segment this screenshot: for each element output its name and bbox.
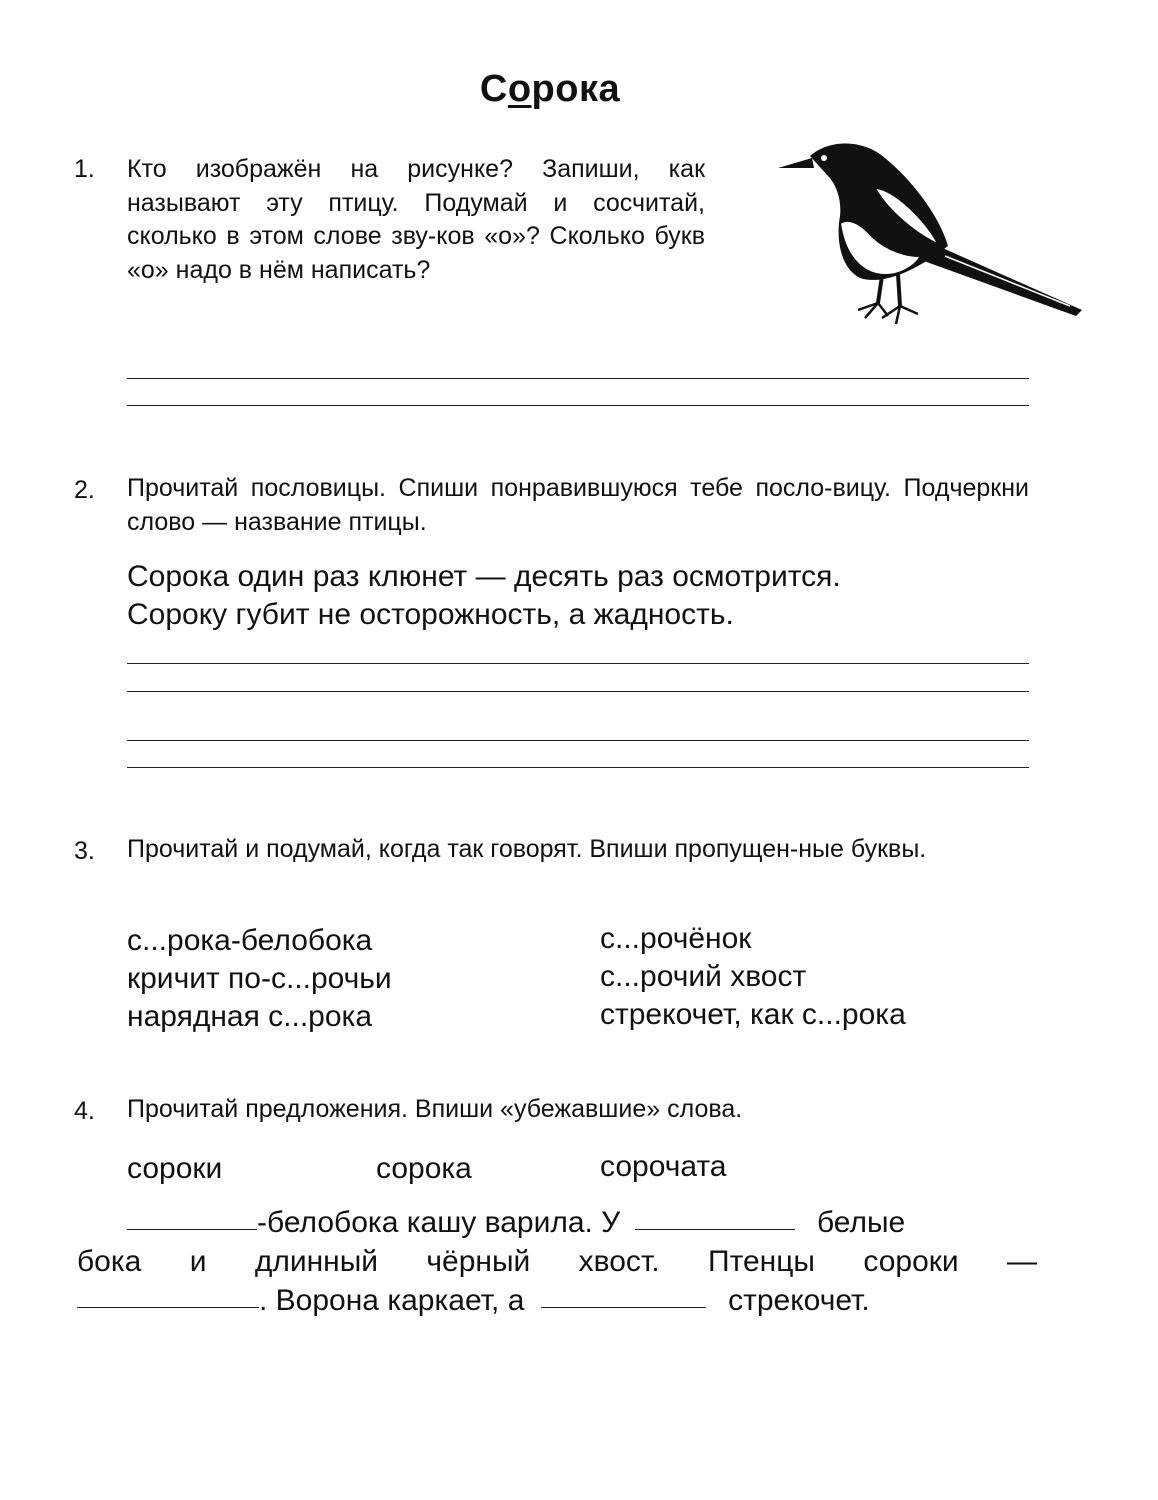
title-underlined-letter: о bbox=[507, 68, 532, 110]
answer-line[interactable] bbox=[127, 767, 1029, 768]
fill-blank[interactable] bbox=[77, 1306, 259, 1308]
proverb: Сороку губит не осторожность, а жадность. bbox=[127, 598, 734, 631]
fill-blank[interactable] bbox=[541, 1306, 706, 1308]
fill-blank[interactable] bbox=[127, 1228, 257, 1230]
phrase-left: нарядная с...рока bbox=[127, 1000, 373, 1033]
phrase-right: с...рочий хвост bbox=[600, 960, 807, 993]
phrase-left: с...рока-белобока bbox=[127, 924, 373, 957]
task-3-number: 3. bbox=[74, 837, 95, 865]
task-4-text: Прочитай предложения. Впиши «убежавшие» слова. bbox=[127, 1095, 743, 1123]
phrase-left: кричит по-с...рочьи bbox=[127, 962, 392, 995]
word-option: сороки bbox=[127, 1152, 223, 1185]
task-2-number: 2. bbox=[74, 476, 95, 504]
fill-blank[interactable] bbox=[635, 1228, 795, 1230]
proverb: Сорока один раз клюнет — десять раз осмотрится. bbox=[127, 560, 841, 593]
phrase-right: с...рочёнок bbox=[600, 922, 752, 955]
sentence-line-3: . Ворона каркает, а стрекочет. bbox=[77, 1282, 1037, 1320]
word-option: сорочата bbox=[600, 1150, 727, 1183]
phrase-right: стрекочет, как с...рока bbox=[600, 998, 906, 1031]
word-option: сорока bbox=[376, 1152, 472, 1185]
magpie-legs bbox=[878, 274, 900, 306]
magpie-illustration bbox=[770, 128, 1090, 328]
answer-line[interactable] bbox=[127, 740, 1029, 741]
answer-line[interactable] bbox=[127, 405, 1029, 406]
task-1-text: Кто изображён на рисунке? Запиши, как называют эту птицу. Подумай и сосчитай, сколько в этом слове зву-ков «о»? Сколько букв «о» надо в нём написать? bbox=[127, 155, 705, 284]
sentence-line-2: бока и длинный чёрный хвост. Птенцы сороки — bbox=[77, 1245, 1037, 1278]
answer-line[interactable] bbox=[127, 378, 1029, 379]
magpie-feet bbox=[858, 303, 918, 324]
answer-line[interactable] bbox=[127, 691, 1029, 692]
sentence-line-1: -белобока кашу варила. У белые bbox=[127, 1204, 1037, 1242]
magpie-beak bbox=[778, 158, 814, 168]
magpie-eye bbox=[821, 155, 827, 161]
page-title: Сорока bbox=[479, 68, 621, 110]
task-3-text: Прочитай и подумай, когда так говорят. Впиши пропущен-ные буквы. bbox=[127, 835, 927, 863]
task-4-number: 4. bbox=[74, 1097, 95, 1125]
answer-line[interactable] bbox=[127, 663, 1029, 664]
task-2-text: Прочитай пословицы. Спиши понравившуюся тебе посло-вицу. Подчеркни слово — название птицы. bbox=[127, 474, 1029, 536]
task-1-number: 1. bbox=[74, 155, 95, 183]
